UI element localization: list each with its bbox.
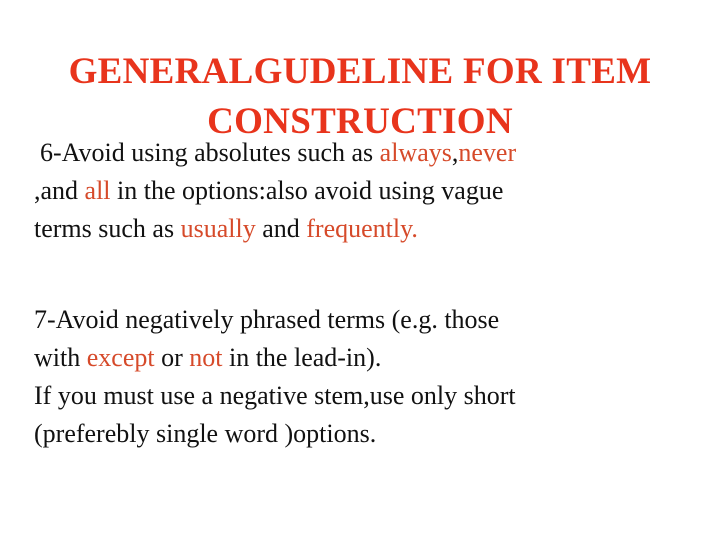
highlight-all: all [84,176,111,205]
text-segment: or [154,343,190,372]
highlight-never: never [458,138,517,167]
guideline-6-line-3 [34,210,694,248]
guideline-7-paragraph [34,301,694,377]
text-segment: , [451,138,459,167]
highlight-always: always [379,138,452,167]
guideline-7-line-2 [34,339,694,377]
highlight-frequently: frequently. [306,214,418,243]
text-segment: and [255,214,307,243]
negative-stem-line-1: If you must use a negative stem,use only short [34,381,516,410]
highlight-usually: usually [180,214,256,243]
title-line-2: CONSTRUCTION [207,100,513,142]
text-segment: 6-Avoid using absolutes such as [40,138,380,167]
text-segment: in the lead-in). [222,343,382,372]
slide-title [0,47,720,147]
text-segment: ,and [34,176,85,205]
text-segment: terms such as [34,214,181,243]
highlight-not: not [189,343,223,372]
guideline-7-line-1: 7-Avoid negatively phrased terms (e.g. those [34,305,500,334]
text-segment: in the options:also avoid using vague [110,176,504,205]
highlight-except: except [86,343,155,372]
title-line-1: GENERALGUDELINE FOR ITEM [68,50,652,92]
guideline-6-paragraph [34,134,694,248]
guideline-6-line-2 [34,172,694,210]
guideline-6-line-1 [34,134,694,172]
text-segment: with [34,343,87,372]
negative-stem-paragraph [34,377,694,453]
negative-stem-line-2: (preferebly single word )options. [34,419,377,448]
